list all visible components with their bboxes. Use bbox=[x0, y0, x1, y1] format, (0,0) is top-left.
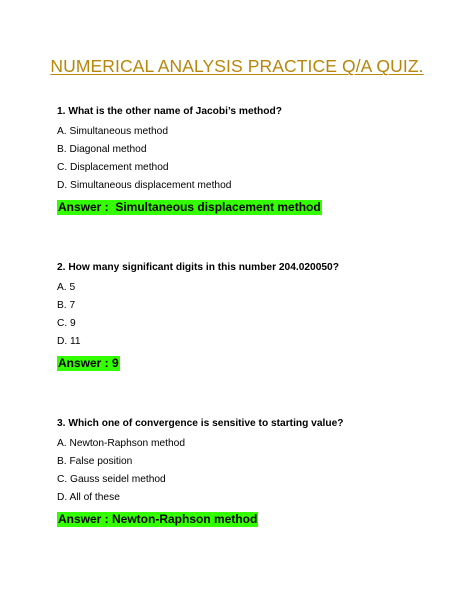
option-b: B. Diagonal method bbox=[57, 144, 147, 155]
question-text: 3. Which one of convergence is sensitive to starting value? bbox=[57, 418, 344, 429]
option-b: B. 7 bbox=[57, 300, 76, 311]
question-block-3 bbox=[57, 418, 434, 526]
option-c: C. Gauss seidel method bbox=[57, 474, 166, 485]
answer-row bbox=[57, 510, 434, 526]
option-b: B. False position bbox=[57, 456, 133, 467]
option-a: A. 5 bbox=[57, 282, 76, 293]
option-d: D. Simultaneous displacement method bbox=[57, 180, 232, 191]
answer-highlight: Answer : 9 bbox=[58, 356, 119, 370]
question-text: 1. What is the other name of Jacobi’s method? bbox=[57, 106, 282, 117]
option-d: D. 11 bbox=[57, 336, 81, 347]
question-block-2 bbox=[57, 262, 434, 370]
answer-highlight: Answer : Simultaneous displacement method bbox=[58, 200, 321, 214]
option-a: A. Simultaneous method bbox=[57, 126, 168, 137]
answer-row bbox=[57, 354, 434, 370]
option-a: A. Newton-Raphson method bbox=[57, 438, 185, 449]
document-title: NUMERICAL ANALYSIS PRACTICE Q/A QUIZ. bbox=[50, 56, 424, 76]
option-c: C. 9 bbox=[57, 318, 76, 329]
answer-row bbox=[57, 198, 434, 214]
option-d: D. All of these bbox=[57, 492, 120, 503]
answer-highlight: Answer : Newton-Raphson method bbox=[58, 512, 258, 526]
option-c: C. Displacement method bbox=[57, 162, 169, 173]
question-text: 2. How many significant digits in this number 204.020050? bbox=[57, 262, 339, 273]
question-block-1 bbox=[57, 106, 434, 214]
